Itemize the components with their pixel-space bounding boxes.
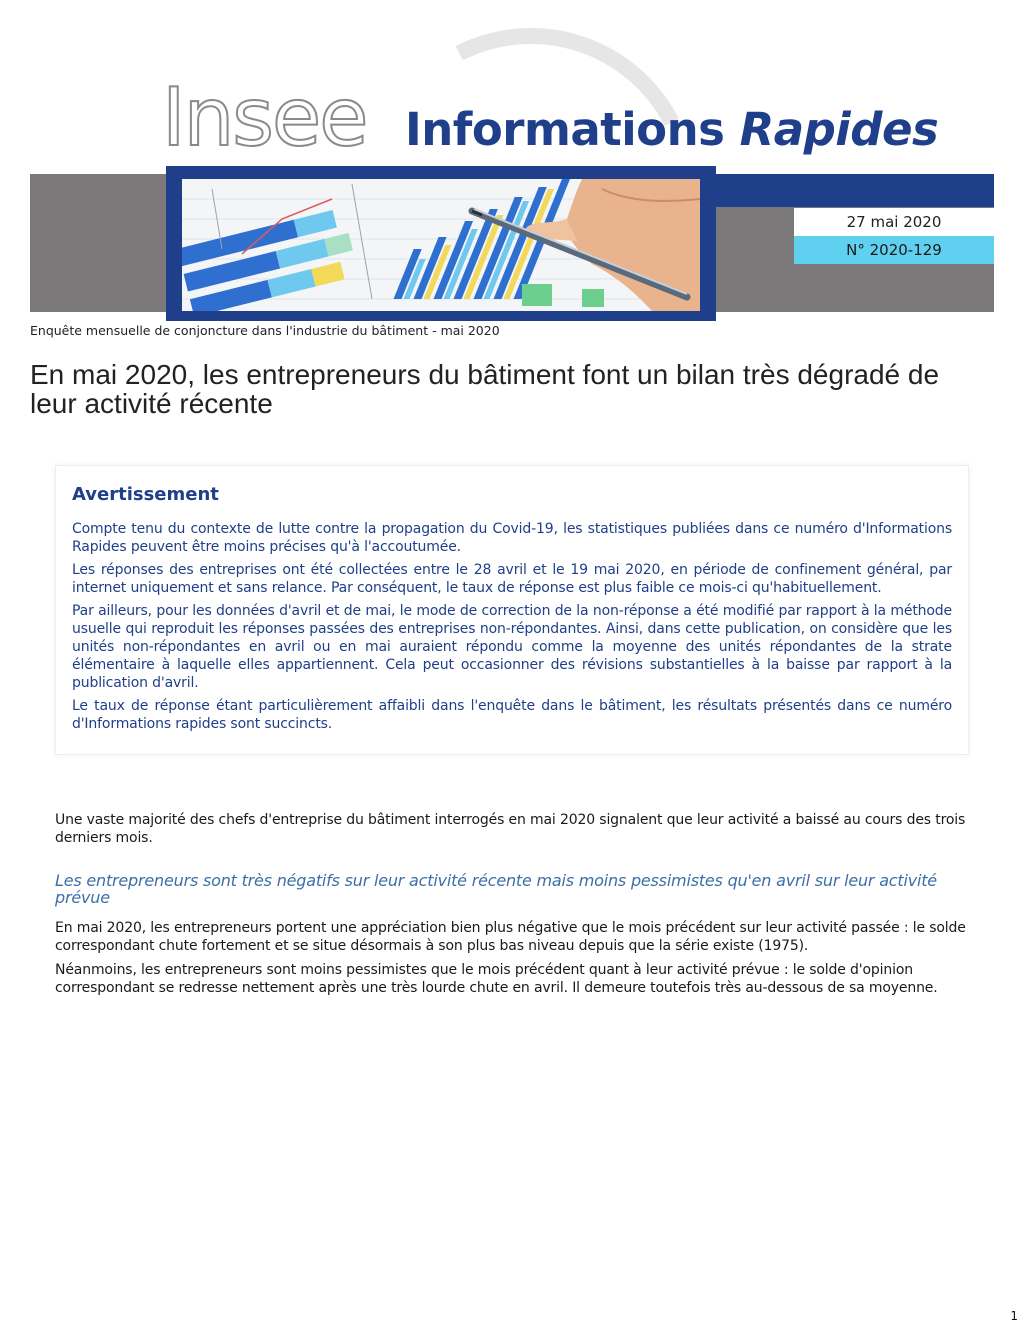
page-title: En mai 2020, les entrepreneurs du bâtiment font un bilan très dégradé de leur activité récente (30, 359, 940, 419)
warning-paragraph: Compte tenu du contexte de lutte contre la propagation du Covid-19, les statistiques publiées dans ce numéro d'Informations Rapides peuvent être moins précises qu'à l'accoutumée. (72, 521, 952, 555)
section-subheading: Les entrepreneurs sont très négatifs sur leur activité récente mais moins pessimistes qu'en avril sur leur activité prévue (55, 871, 937, 907)
body-paragraph: Néanmoins, les entrepreneurs sont moins pessimistes que le mois précédent quant à leur activité prévue : le solde d'opinion correspondant se redresse nettement après une très lourde chute en avril. Il demeure toutefois très au-dessous de sa moyenne. (55, 962, 938, 996)
header-photo (166, 166, 716, 321)
header-navy-stripe (716, 174, 994, 207)
warning-box (55, 465, 969, 755)
publication-date: 27 mai 2020 (794, 208, 994, 236)
body-section (55, 919, 971, 1003)
page-number: 1 (1010, 1309, 1018, 1323)
warning-paragraph: Les réponses des entreprises ont été collectées entre le 28 avril et le 19 mai 2020, en période de confinement général, par internet uniquement et sans relance. Par conséquent, le taux de réponse est plus faible ce mois-ci qu'habituellement. (72, 562, 952, 596)
publication-number: N° 2020-129 (794, 236, 994, 264)
publication-title-italic: Rapides (739, 103, 939, 156)
publication-title (405, 98, 938, 162)
publication-title-main: Informations (405, 103, 725, 156)
insee-logo: Insee (162, 71, 367, 164)
warning-heading: Avertissement (72, 484, 219, 505)
warning-paragraph: Par ailleurs, pour les données d'avril et de mai, le mode de correction de la non-réponse a été modifié par rapport à la méthode usuelle qui reproduit les réponses passées des entreprises non-répondantes. Ainsi, dans cette publication, on considère que les unités non-répondantes en avril ou en mai auraient répondu comme la moyenne des unités répondantes de la strate élémentaire à laquelle elles appartiennent. Cela peut occasionner des révisions substantielles à la baisse par rapport à la publication d'avril. (72, 603, 952, 691)
survey-subtitle: Enquête mensuelle de conjoncture dans l'industrie du bâtiment - mai 2020 (30, 323, 500, 338)
body-paragraph: En mai 2020, les entrepreneurs portent une appréciation bien plus négative que le mois précédent sur leur activité passée : le solde correspondant chute fortement et se situe désormais à son plus bas niveau depuis que la série existe (1975). (55, 920, 966, 954)
intro-section (55, 811, 971, 853)
chart-and-pen-illustration (182, 179, 700, 311)
warning-paragraph: Le taux de réponse étant particulièrement affaibli dans l'enquête dans le bâtiment, les résultats présentés dans ce numéro d'Informations rapides sont succincts. (72, 698, 952, 732)
intro-paragraph: Une vaste majorité des chefs d'entreprise du bâtiment interrogés en mai 2020 signalent que leur activité a baissé au cours des trois derniers mois. (55, 812, 966, 846)
